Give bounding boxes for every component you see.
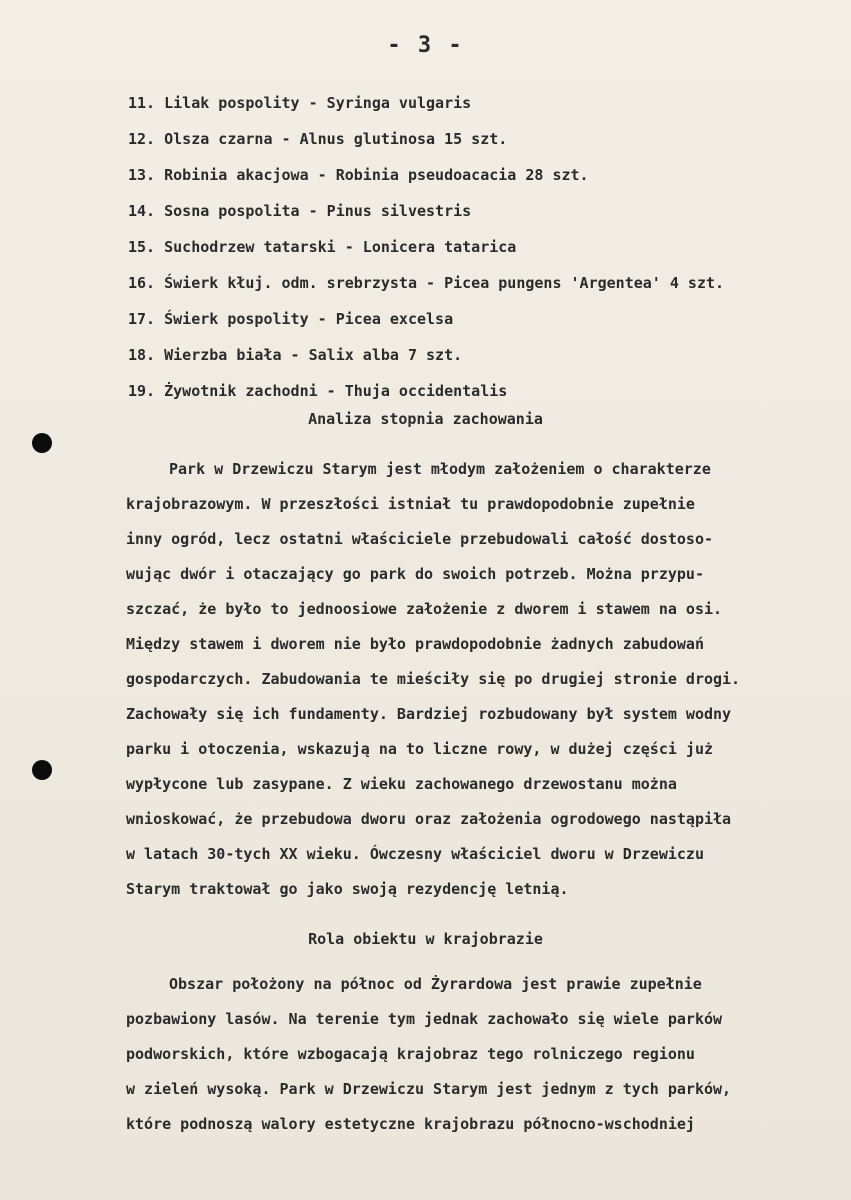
list-item: 16. Świerk kłuj. odm. srebrzysta - Picea pungens 'Argentea' 4 szt. <box>128 274 725 292</box>
text-line: w latach 30-tych XX wieku. Ówczesny właściciel dworu w Drzewiczu <box>126 845 704 863</box>
text-line: w zieleń wysoką. Park w Drzewiczu Starym jest jednym z tych parków, <box>126 1080 732 1098</box>
text-line: szczać, że było to jednoosiowe założenie z dworem i stawem na osi. <box>126 600 723 618</box>
text-line: Starym traktował go jako swoją rezydencję letnią. <box>126 880 569 898</box>
punch-hole <box>32 760 52 780</box>
list-item: 15. Suchodrzew tatarski - Lonicera tatarica <box>128 238 517 256</box>
text-line: Między stawem i dworem nie było prawdopodobnie żadnych zabudowań <box>126 635 704 653</box>
list-item: 17. Świerk pospolity - Picea excelsa <box>128 310 454 328</box>
section-heading-role: Rola obiektu w krajobrazie <box>308 930 543 948</box>
punch-hole <box>32 433 52 453</box>
text-line: Zachowały się ich fundamenty. Bardziej rozbudowany był system wodny <box>126 705 732 723</box>
species-list <box>128 85 828 409</box>
text-line: Park w Drzewiczu Starym jest młodym założeniem o charakterze <box>169 460 711 478</box>
text-line: Obszar położony na północ od Żyrardowa jest prawie zupełnie <box>169 975 702 993</box>
list-item: 13. Robinia akacjowa - Robinia pseudoacacia 28 szt. <box>128 166 589 184</box>
list-item: 14. Sosna pospolita - Pinus silvestris <box>128 202 472 220</box>
page-number: - 3 - <box>387 33 464 58</box>
text-line: podworskich, które wzbogacają krajobraz tego rolniczego regionu <box>126 1045 695 1063</box>
role-paragraph <box>126 967 836 1142</box>
text-line: gospodarczych. Zabudowania te mieściły się po drugiej stronie drogi. <box>126 670 741 688</box>
text-line: wnioskować, że przebudowa dworu oraz założenia ogrodowego nastąpiła <box>126 810 732 828</box>
section-heading-analysis: Analiza stopnia zachowania <box>308 410 543 428</box>
list-item: 12. Olsza czarna - Alnus glutinosa 15 szt. <box>128 130 508 148</box>
text-line: które podnoszą walory estetyczne krajobrazu północno-wschodniej <box>126 1115 695 1133</box>
list-item: 18. Wierzba biała - Salix alba 7 szt. <box>128 346 463 364</box>
text-line: pozbawiony lasów. Na terenie tym jednak zachowało się wiele parków <box>126 1010 723 1028</box>
text-line: wypłycone lub zasypane. Z wieku zachowanego drzewostanu można <box>126 775 677 793</box>
list-item: 11. Lilak pospolity - Syringa vulgaris <box>128 94 472 112</box>
text-line: parku i otoczenia, wskazują na to liczne rowy, w dużej części już <box>126 740 713 758</box>
text-line: inny ogród, lecz ostatni właściciele przebudowali całość dostoso- <box>126 530 713 548</box>
list-item: 19. Żywotnik zachodni - Thuja occidentalis <box>128 382 508 400</box>
text-line: wując dwór i otaczający go park do swoich potrzeb. Można przypu- <box>126 565 704 583</box>
analysis-paragraph <box>126 452 836 907</box>
text-line: krajobrazowym. W przeszłości istniał tu prawdopodobnie zupełnie <box>126 495 695 513</box>
